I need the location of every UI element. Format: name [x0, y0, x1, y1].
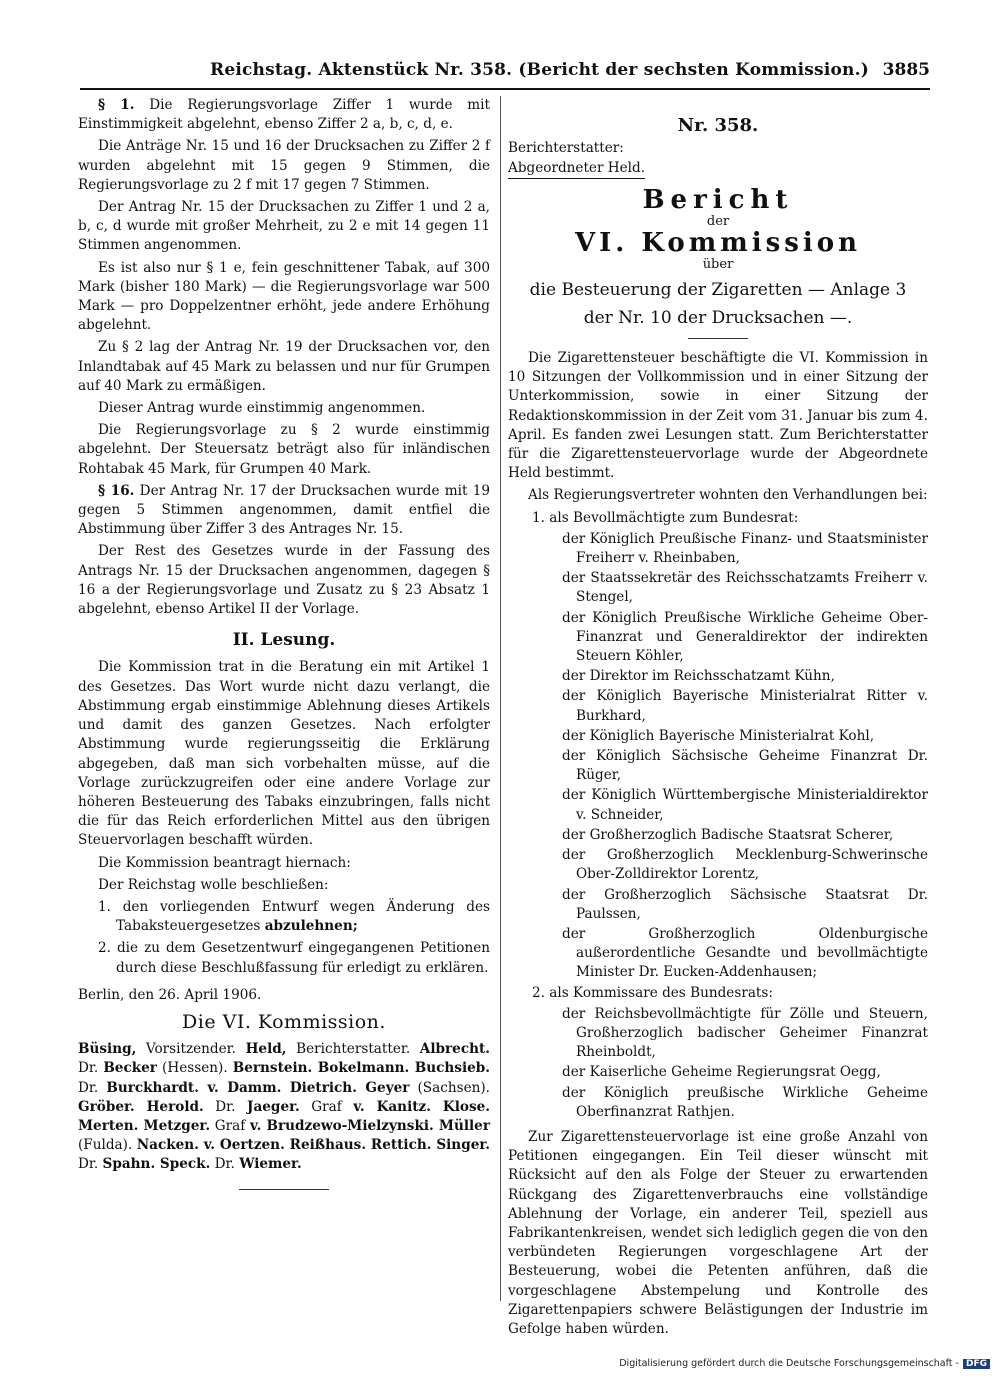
- member-note: Vorsitzender.: [136, 1041, 246, 1058]
- commission-members: [78, 1040, 490, 1174]
- paragraph: Die Kommission beantragt hiernach:: [98, 854, 351, 871]
- paragraph: Dieser Antrag wurde einstimmig angenommen.: [98, 400, 426, 417]
- title-uber: über: [702, 256, 734, 272]
- official-entry: der Großherzoglich Mecklenburg-Schwerinsche Ober-Zolldirektor Lorentz,: [562, 847, 928, 883]
- closing-rule: [239, 1189, 329, 1190]
- paragraph: Die Regierungsvorlage zu § 2 wurde einstimmig abgelehnt. Der Steuersatz beträgt also für inländischen Rohtabak 45 Mark, für Grumpen 40 Mark.: [78, 422, 490, 477]
- member-name: Büsing,: [78, 1041, 137, 1058]
- title-der: der: [706, 214, 730, 230]
- rapporteur-label: Berichterstatter:: [508, 140, 624, 157]
- credit-text: Digitalisierung gefördert durch die Deutsche Forschungsgemeinschaft -: [619, 1358, 959, 1369]
- report-subject-line-2: der Nr. 10 der Drucksachen —.: [583, 308, 853, 329]
- member-note: Dr.: [78, 1156, 103, 1173]
- official-entry: der Großherzoglich Sächsische Staatsrat Dr. Paulssen,: [562, 886, 928, 922]
- officials-list-2: [508, 1005, 928, 1122]
- paragraph: Zu § 2 lag der Antrag Nr. 19 der Drucksachen vor, den Inlandtabak auf 45 Mark zu belassen und nur für Grumpen auf 40 Mark zu ermäßigen.: [78, 339, 490, 394]
- member-name: Gröber. Herold.: [78, 1098, 204, 1115]
- paragraph: Der Antrag Nr. 15 der Drucksachen zu Ziffer 1 und 2 a, b, c, d wurde mit großer Mehrheit, zu 2 e mit 14 gegen 11 Stimmen angenommen.: [78, 199, 490, 254]
- member-name: Jaeger.: [247, 1098, 300, 1115]
- section-label: § 16.: [98, 482, 135, 499]
- commission-heading: Die VI. Kommission.: [182, 1010, 386, 1033]
- member-name: Wiemer.: [239, 1156, 302, 1173]
- official-entry: der Königlich Bayerische Ministerialrat Kohl,: [562, 727, 875, 744]
- item-text: den vorliegenden Entwurf wegen Änderung des Tabaksteuergesetzes: [116, 898, 490, 935]
- member-note: Dr.: [210, 1156, 240, 1173]
- motion-item-1: [98, 898, 490, 936]
- section-heading-lesung: II. Lesung.: [232, 630, 336, 651]
- paragraph: Zur Zigarettensteuervorlage ist eine große Anzahl von Petitionen eingegangen. Ein Teil dieser wünscht mit Rücksicht auf den als Folge der Steuer zu erwartenden Rückgang des Zigarettenverbrauchs eine vollständige Ablehnung der Vorlage, ein anderer Teil, speziell aus Fabrikantenkreisen, wendet sich lediglich gegen die von den verbündeten Regierungen vorgeschlagene Art der Besteuerung, wobei die Petenten anführen, daß die vorgeschlagene Abstempelung und Kontrolle des Zigarettenpapiers schwere Belästigungen der Industrie im Gefolge haben würden.: [508, 1128, 928, 1337]
- official-entry: der Königlich preußische Wirkliche Geheime Oberfinanzrat Rathjen.: [562, 1084, 928, 1120]
- item-number: 2.: [98, 940, 111, 957]
- member-note: Dr.: [78, 1060, 104, 1077]
- member-name: Burckhardt. v. Damm. Dietrich. Geyer: [106, 1079, 410, 1096]
- member-note: (Hessen).: [156, 1060, 233, 1077]
- section-label: § 1.: [98, 97, 135, 113]
- document-number: Nr. 358.: [677, 115, 759, 136]
- column-divider: [500, 96, 501, 1301]
- report-subject-line-1: die Besteuerung der Zigaretten — Anlage 3: [529, 280, 907, 301]
- item-number: 1.: [98, 898, 111, 915]
- running-header: [80, 58, 930, 90]
- paragraph: Als Regierungsvertreter wohnten den Verhandlungen bei:: [528, 487, 928, 504]
- paragraph: Der Rest des Gesetzes wurde in der Fassung des Antrags Nr. 15 der Drucksachen angenommen, dagegen § 16 a der Regierungsvorlage und Zusatz zu § 23 Absatz 1 abgelehnt, ebenso Artikel II der Vorlage.: [78, 543, 490, 618]
- member-note: (Sachsen).: [409, 1079, 490, 1096]
- paragraph-section-1: [78, 96, 490, 134]
- list-heading-plenipotentiaries: 1. als Bevollmächtigte zum Bundesrat:: [532, 509, 799, 526]
- report-title: Bericht: [642, 185, 794, 216]
- date-line: Berlin, den 26. April 1906.: [78, 986, 262, 1003]
- dfg-logo: DFG: [963, 1359, 990, 1369]
- paragraph: Die Kommission trat in die Beratung ein mit Artikel 1 des Gesetzes. Das Wort wurde nicht dazu verlangt, die Abstimmung ergab einstimmige Ablehnung dieses Artikels und damit des ganzen Gesetzes. Nach erfolgter Abstimmung wurde regierungsseitig die Erklärung abgegeben, daß man sich vorbehalten müsse, auf die Vorlage zurückzugreifen oder eine andere Vorlage zur höheren Besteuerung des Tabaks einzubringen, falls nicht die für das Reich erforderlichen Mittel aus den übrigen Steuervorlagen beschafft würden.: [78, 659, 490, 849]
- member-name: Held,: [245, 1041, 287, 1058]
- member-name: Becker: [103, 1060, 157, 1077]
- official-entry: der Königlich Württembergische Ministerialdirektor v. Schneider,: [562, 787, 928, 823]
- digitization-credit: [619, 1358, 990, 1369]
- paragraph-text: Der Antrag Nr. 17 der Drucksachen wurde mit 19 gegen 5 Stimmen angenommen, damit entfiel die Abstimmung über Ziffer 3 des Antrages Nr. 15.: [78, 482, 491, 538]
- report-commission: VI. Kommission: [574, 227, 862, 258]
- member-note: Dr.: [78, 1079, 107, 1096]
- official-entry: der Königlich Bayerische Ministerialrat Ritter v. Burkhard,: [562, 688, 928, 724]
- left-column: [78, 96, 490, 1190]
- member-note: Dr.: [203, 1098, 248, 1115]
- member-name: Nacken. v. Oertzen. Reißhaus. Rettich. Singer.: [136, 1137, 490, 1154]
- paragraph: Es ist also nur § 1 e, fein geschnittener Tabak, auf 300 Mark (bisher 180 Mark) — die Regierungsvorlage war 500 Mark — pro Doppelzentner erhöht, jede andere Erhöhung abgelehnt.: [78, 259, 490, 334]
- list-heading-commissioners: 2. als Kommissare des Bundesrats:: [532, 984, 773, 1001]
- header-title: Reichstag. Aktenstück Nr. 358. (Bericht der sechsten Kommission.): [210, 60, 869, 80]
- member-note: Graf: [299, 1098, 354, 1115]
- paragraph-text: Die Regierungsvorlage Ziffer 1 wurde mit Einstimmigkeit abgelehnt, ebenso Ziffer 2 a, b, c, d, e.: [78, 97, 490, 133]
- official-entry: der Großherzoglich Oldenburgische außerordentliche Gesandte und bevollmächtigte Minister Dr. Eucken-Addenhausen;: [562, 925, 928, 981]
- official-entry: der Königlich Preußische Finanz- und Staatsminister Freiherr v. Rheinbaben,: [562, 530, 928, 567]
- member-note: Graf: [210, 1117, 251, 1134]
- member-name: Spahn. Speck.: [102, 1156, 211, 1173]
- member-name: Bernstein. Bokelmann. Buchsieb.: [232, 1060, 490, 1077]
- officials-list-1: [508, 530, 928, 983]
- paragraph-section-16: [78, 482, 490, 540]
- official-entry: der Königlich Sächsische Geheime Finanzrat Dr. Rüger,: [562, 748, 928, 784]
- member-name: v. Brudzewo-Mielzynski. Müller: [250, 1117, 490, 1134]
- paragraph: Die Zigarettensteuer beschäftigte die VI. Kommission in 10 Sitzungen der Vollkommission und in einer Sitzung der Unterkommission, sowie in einer Sitzung der Redaktionskommission in der Zeit vom 31. Januar bis zum 4. April. Es fanden zwei Lesungen statt. Zum Berichterstatter für die Zigarettensteuervorlage wurde der Abgeordnete Held bestimmt.: [508, 350, 928, 482]
- motion-item-2: [98, 939, 490, 977]
- official-entry: der Staatssekretär des Reichsschatzamts Freiherr v. Stengel,: [562, 570, 928, 606]
- paragraph: Die Anträge Nr. 15 und 16 der Drucksachen zu Ziffer 2 f wurden abgelehnt mit 15 gegen 9 Stimmen, die Regierungsvorlage zu 2 f mit 17 gegen 7 Stimmen.: [78, 138, 490, 193]
- official-entry: der Königlich Preußische Wirkliche Geheime Ober-Finanzrat und Generaldirektor der indirekten Steuern Köhler,: [562, 609, 928, 665]
- item-text: die zu dem Gesetzentwurf eingegangenen Petitionen durch diese Beschlußfassung für erledigt zu erklären.: [116, 940, 490, 976]
- official-entry: der Reichsbevollmächtigte für Zölle und Steuern, Großherzoglich badischer Geheimer Finanzrat Rheinboldt,: [562, 1005, 928, 1061]
- title-rule: [688, 338, 748, 339]
- item-bold-text: abzulehnen;: [264, 918, 358, 935]
- rapporteur-name: Abgeordneter Held.: [508, 158, 645, 179]
- member-note: Berichterstatter.: [286, 1041, 420, 1058]
- official-entry: der Kaiserliche Geheime Regierungsrat Oegg,: [562, 1064, 881, 1081]
- paragraph: Der Reichstag wolle beschließen:: [98, 876, 329, 893]
- page-number: 3885: [882, 60, 930, 80]
- official-entry: der Großherzoglich Badische Staatsrat Scherer,: [562, 826, 894, 843]
- official-entry: der Direktor im Reichsschatzamt Kühn,: [562, 668, 835, 685]
- member-note: (Fulda).: [78, 1137, 137, 1154]
- member-name: v. Kanitz. Klose. Merten. Metzger.: [78, 1098, 491, 1134]
- right-column: [508, 96, 928, 1342]
- member-name: Albrecht.: [419, 1041, 490, 1058]
